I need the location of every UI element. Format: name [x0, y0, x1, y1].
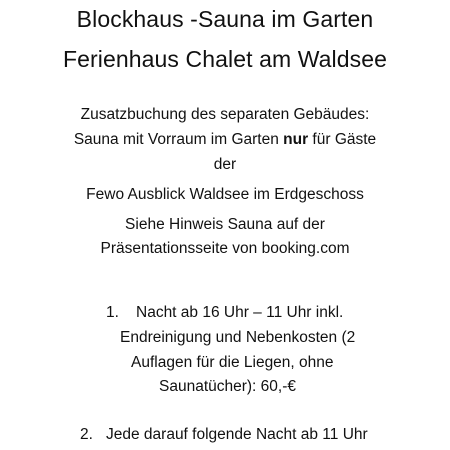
intro-line-2: [0, 131, 450, 149]
intro-line-2-emphasis: nur: [283, 131, 309, 148]
intro-line-4: Fewo Ausblick Waldsee im Erdgeschoss: [86, 186, 364, 203]
intro-line-6: Präsentationsseite von booking.com: [100, 240, 350, 257]
list-item-1-line-1: Nacht ab 16 Uhr – 11 Uhr inkl.: [136, 304, 344, 321]
list-item-1-line-2: Endreinigung und Nebenkosten (2: [120, 329, 356, 346]
list-item-1-number: 1.: [106, 304, 119, 321]
list-item-1-line-4: Saunatücher): 60,-€: [159, 378, 297, 395]
list-item-2-number: 2.: [80, 426, 93, 443]
intro-line-2-end: für Gäste: [308, 131, 377, 148]
intro-line-1: Zusatzbuchung des separaten Gebäudes:: [80, 106, 370, 123]
list-item-2-line-1: Jede darauf folgende Nacht ab 11 Uhr: [106, 426, 368, 443]
list-item-1-line-3: Auflagen für die Liegen, ohne: [131, 354, 334, 371]
title-line-1: Blockhaus -Sauna im Garten: [76, 6, 374, 32]
intro-line-5: Siehe Hinweis Sauna auf der: [125, 216, 325, 233]
intro-line-3: der: [213, 156, 237, 173]
title-line-2: Ferienhaus Chalet am Waldsee: [62, 46, 388, 72]
intro-line-2-start: Sauna mit Vorraum im Garten: [73, 131, 284, 148]
